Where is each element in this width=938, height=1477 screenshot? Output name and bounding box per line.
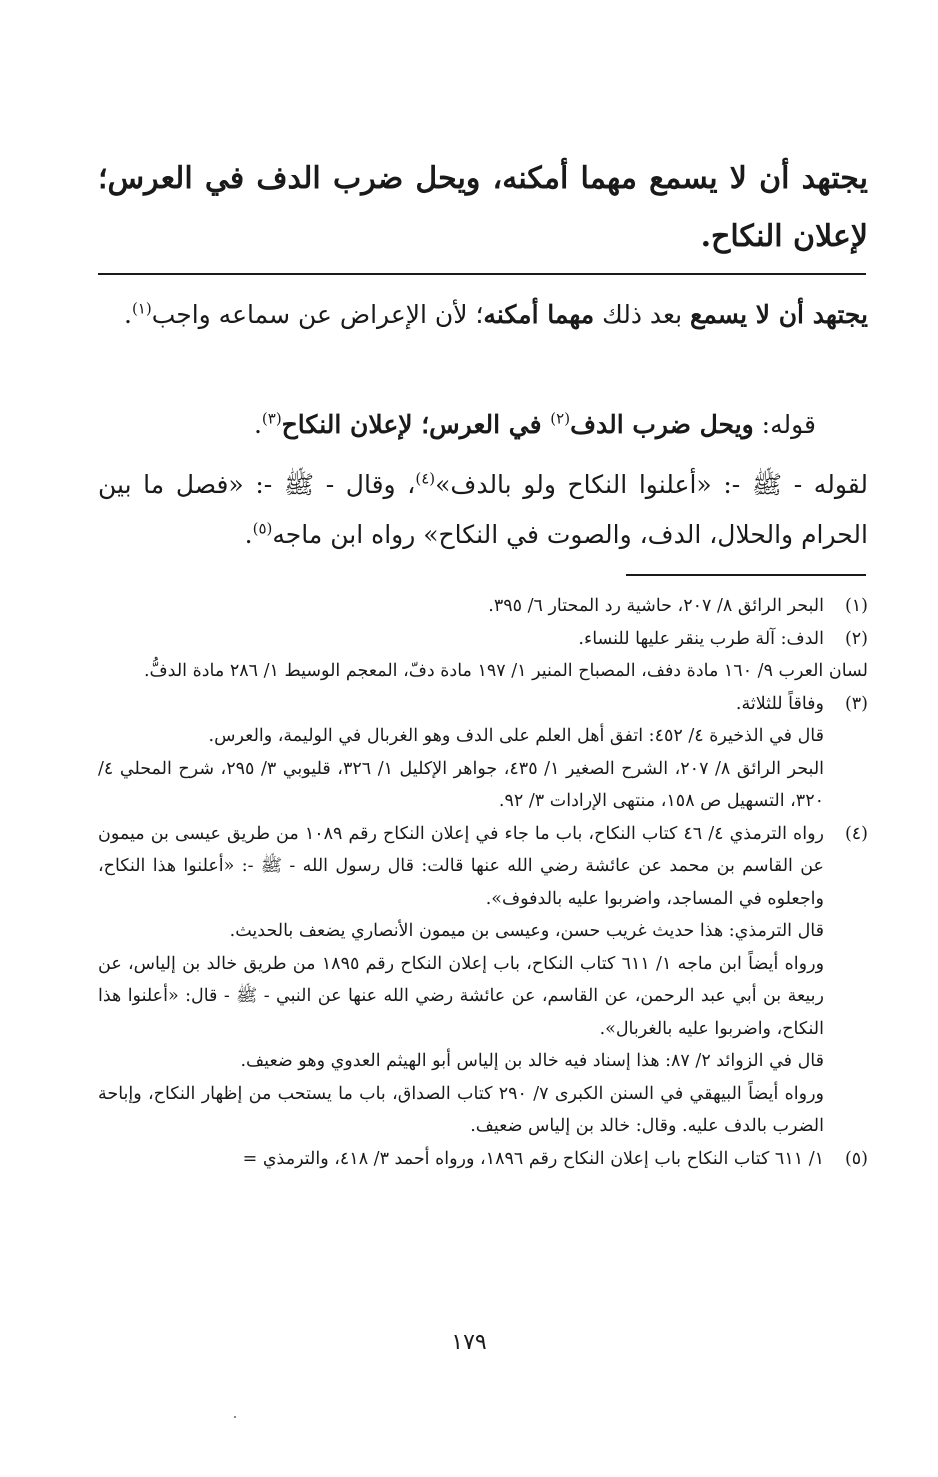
footnote-1 <box>98 590 868 623</box>
punctuation: . <box>253 410 262 439</box>
scan-speck <box>234 1416 236 1418</box>
emphasis-text: مهما أمكنه <box>483 300 595 329</box>
page-number: ١٧٩ <box>451 1330 487 1355</box>
footnote-ref-5[interactable]: (٥) <box>252 519 273 538</box>
paragraph-2 <box>98 400 868 450</box>
footnote-continuation: ورواه أيضاً ابن ماجه ١/ ٦١١ كتاب النكاح، باب إعلان النكاح رقم ١٨٩٥ من طريق خالد بن إلياس، عن ربيعة بن أبي عبد الرحمن، عن القاسم، عن عائشة رضي الله عنها عن النبي - ﷺ - قال: «أعلنوا هذا النكاح، واضربوا عليه بالغربال». <box>98 953 825 1039</box>
emphasis-text: في العرس؛ لإعلان النكاح <box>281 410 551 439</box>
heading-divider <box>98 273 866 275</box>
footnote-number: (٣) <box>844 693 868 714</box>
footnote-continuation: قال الترمذي: هذا حديث غريب حسن، وعيسى بن ميمون الأنصاري يضعف بالحديث. <box>229 921 824 941</box>
footnote-ref-3[interactable]: (٣) <box>261 409 282 428</box>
punctuation: . <box>123 300 132 329</box>
footnote-text: وفاقاً للثلاثة. <box>735 693 824 714</box>
footnotes <box>98 590 868 1175</box>
footnote-4 <box>98 818 868 916</box>
footnote-5 <box>98 1143 868 1176</box>
footnote-ref-4[interactable]: (٤) <box>415 469 436 488</box>
section-heading <box>98 150 868 266</box>
footnote-ref-2[interactable]: (٢) <box>550 409 571 428</box>
indented-line <box>98 400 868 450</box>
footnote-text: البحر الرائق ٨/ ٢٠٧، حاشية رد المحتار ٦/ ٣٩٥. <box>488 596 824 616</box>
heading-text: يجتهد أن لا يسمع مهما أمكنه، ويحل ضرب الدف في العرس؛ لإعلان النكاح. <box>98 161 868 254</box>
footnote-continuation: البحر الرائق ٨/ ٢٠٧، الشرح الصغير ١/ ٤٣٥، جواهر الإكليل ١/ ٣٢٦، قليوبي ٣/ ٢٩٥، شرح المحلي ٤/ ٣٢٠، التسهيل ص ١٥٨، منتهى الإرادات ٣/ ٩٢. <box>98 758 825 811</box>
footnote-number: (١) <box>844 596 868 616</box>
footnote-text: الدف: آلة طرب ينقر عليها للنساء. <box>578 628 824 649</box>
footnote-text: رواه الترمذي ٤/ ٤٦ كتاب النكاح، باب ما جاء في إعلان النكاح رقم ١٠٨٩ من طريق عيسى بن ميمون عن القاسم بن محمد عن عائشة رضي الله عنها قالت: قال رسول الله - ﷺ -: «أعلنوا هذا النكاح، واجعلوه في المساجد، واضربوا عليه بالدفوف». <box>98 823 824 909</box>
footnote-number: (٤) <box>844 823 868 844</box>
footnote-3 <box>98 688 868 721</box>
footnote-continuation: قال في الزوائد ٢/ ٨٧: هذا إسناد فيه خالد بن إلياس أبو الهيثم العدوي وهو ضعيف. <box>240 1051 824 1071</box>
body-text: بعد ذلك <box>594 300 691 329</box>
footnote-ref-1[interactable]: (١) <box>131 299 152 318</box>
paragraph-3 <box>98 460 868 560</box>
paragraph-1 <box>98 290 868 340</box>
body-text: قوله: <box>753 410 816 439</box>
footnote-continuation: قال في الذخيرة ٤/ ٤٥٢: اتفق أهل العلم على الدف وهو الغربال في الوليمة، والعرس. <box>208 726 824 746</box>
body-text: لقوله - ﷺ -: «أعلنوا النكاح ولو بالدف» <box>435 470 868 499</box>
footnote-number: (٢) <box>844 628 868 649</box>
footnote-text: ١/ ٦١١ كتاب النكاح باب إعلان النكاح رقم ١٨٩٦، ورواه أحمد ٣/ ٤١٨، والترمذي = <box>242 1148 824 1169</box>
punctuation: . <box>244 520 253 549</box>
footnote-continuation: لسان العرب ٩/ ١٦٠ مادة دفف، المصباح المنير ١/ ١٩٧ مادة دفّ، المعجم الوسيط ١/ ٢٨٦ مادة الدفُّ. <box>143 661 868 681</box>
footnote-number: (٥) <box>844 1148 868 1169</box>
body-text: ؛ لأن الإعراض عن سماعه واجب <box>151 300 484 329</box>
footnote-2 <box>98 623 868 656</box>
footnote-divider <box>626 574 866 576</box>
emphasis-text: ويحل ضرب الدف <box>570 410 754 439</box>
footnote-continuation: ورواه أيضاً البيهقي في السنن الكبرى ٧/ ٢٩٠ كتاب الصداق، باب ما يستحب من إظهار النكاح، وإباحة الضرب بالدف عليه. وقال: خالد بن إلياس ضعيف. <box>98 1083 824 1136</box>
body-text: ، وقال - ﷺ -: «فصل ما بين الحرام والحلال، الدف، والصوت في النكاح» رواه ابن ماجه <box>98 470 868 549</box>
emphasis-text: يجتهد أن لا يسمع <box>690 300 868 329</box>
